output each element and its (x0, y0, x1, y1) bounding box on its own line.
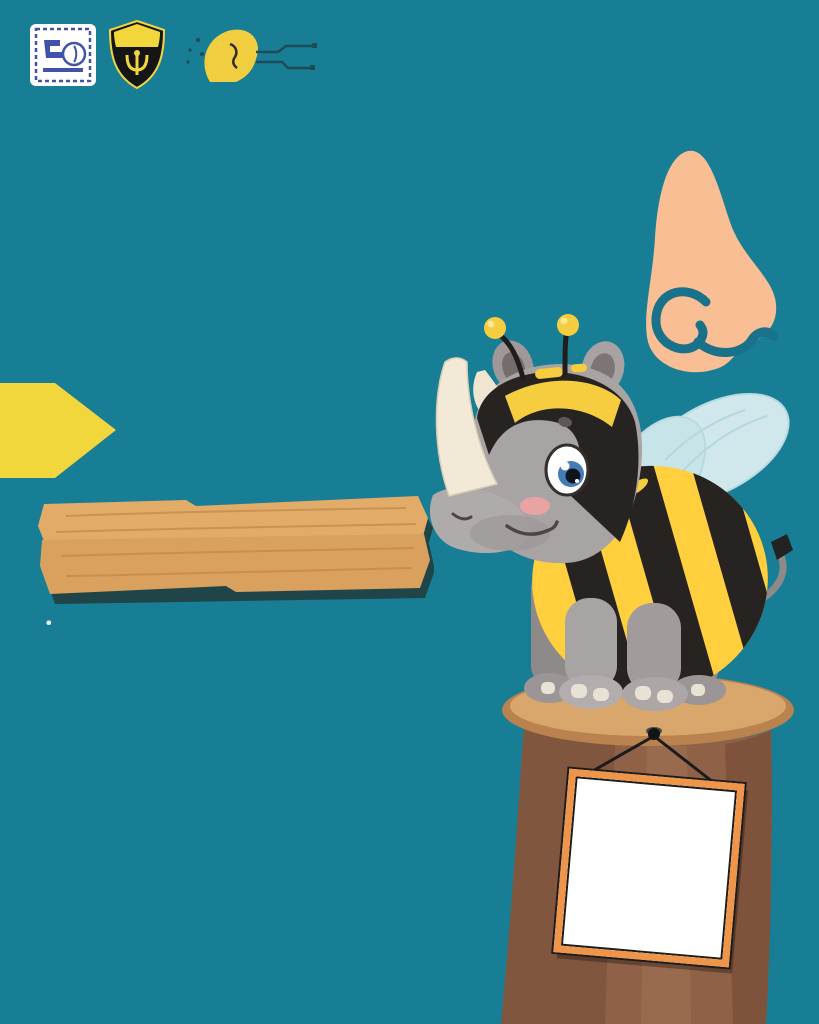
qr-code (588, 807, 709, 928)
header-logos (30, 20, 318, 90)
guidelines-section (44, 603, 532, 615)
schedule-sign-text (36, 490, 434, 606)
left-hexagon-accent (0, 383, 120, 478)
psohns-logo (30, 24, 96, 86)
register-sign (553, 769, 744, 968)
ai-head-logo (178, 24, 318, 86)
par-logo (108, 20, 166, 90)
prizes-section (44, 893, 509, 897)
schedule-sign (36, 490, 434, 606)
